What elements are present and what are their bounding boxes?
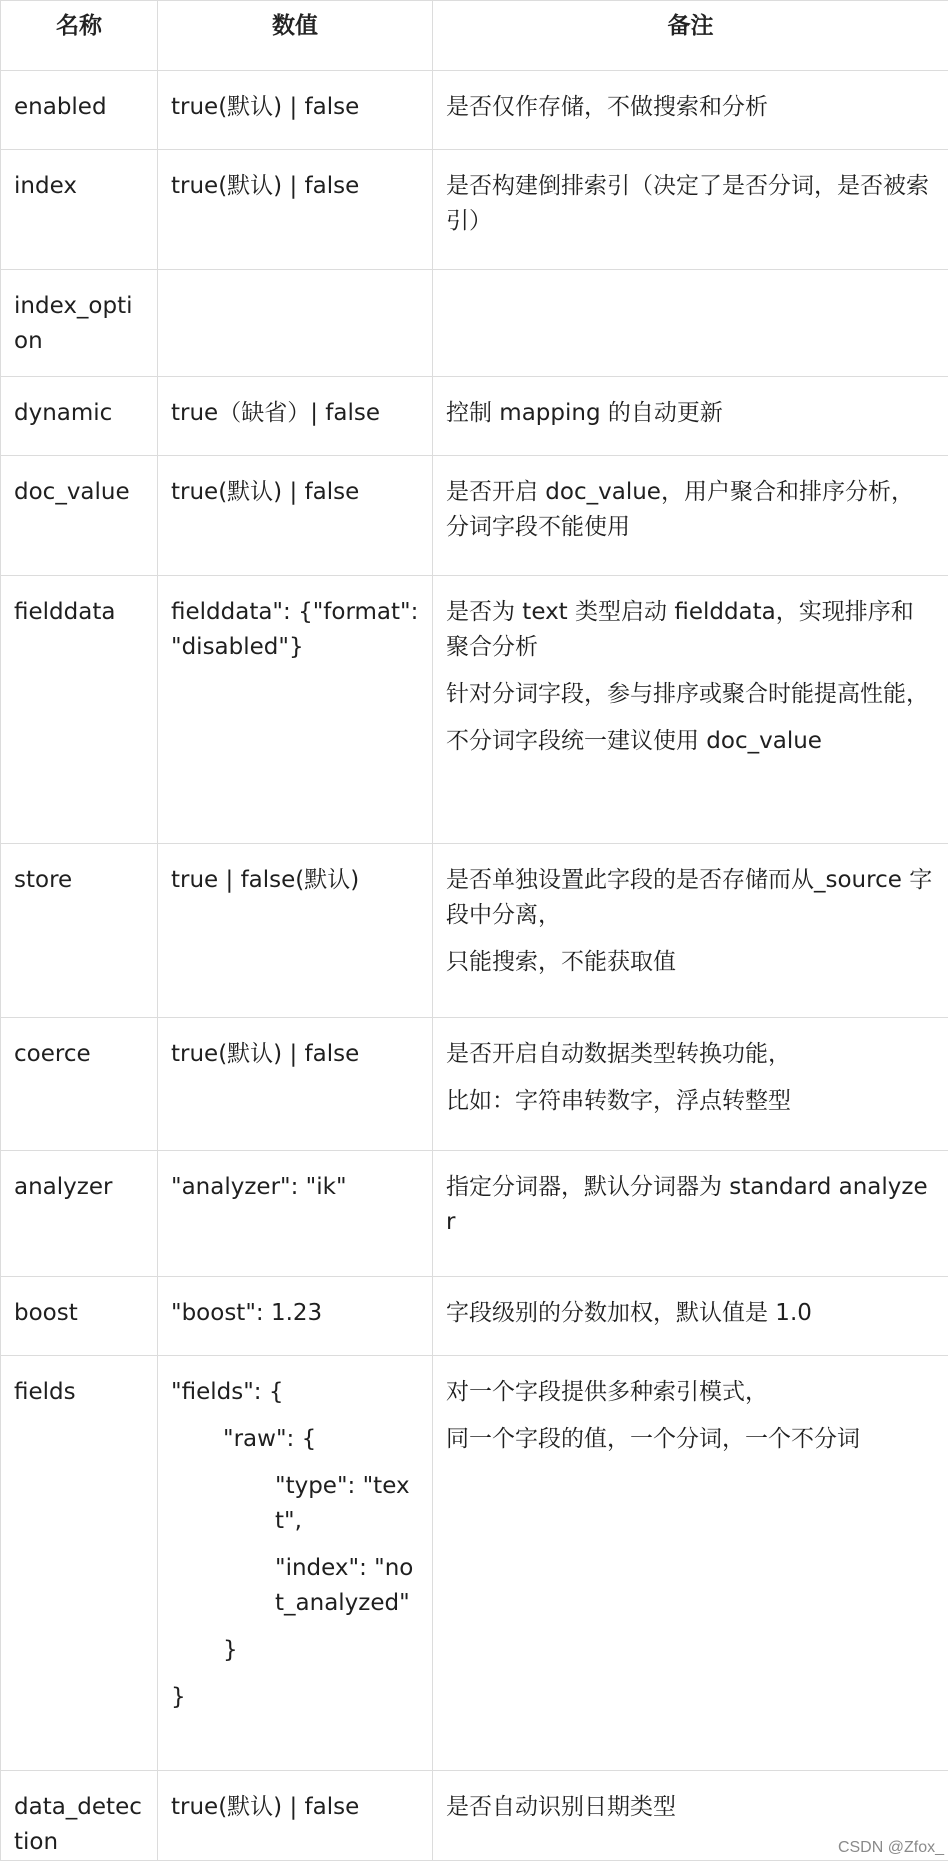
row-note bbox=[433, 71, 948, 150]
header-note: 备注 bbox=[433, 1, 948, 71]
row-value bbox=[158, 1277, 433, 1356]
row-value bbox=[158, 377, 433, 456]
row-name: fields bbox=[1, 1356, 158, 1771]
row-note bbox=[433, 844, 948, 1018]
note-line: 只能搜索，不能获取值 bbox=[446, 945, 935, 980]
row-name: index_option bbox=[1, 270, 158, 377]
table-row bbox=[1, 456, 948, 576]
row-value bbox=[158, 71, 433, 150]
value-line: fielddata": {"format": "disabled"} bbox=[171, 595, 419, 665]
note-line: 同一个字段的值，一个分词，一个不分词 bbox=[446, 1422, 935, 1457]
table-row bbox=[1, 71, 948, 150]
watermark: CSDN @Zfox_ bbox=[838, 1839, 944, 1857]
table-row bbox=[1, 1018, 948, 1151]
note-line: 是否开启 doc_value，用户聚合和排序分析，分词字段不能使用 bbox=[446, 475, 935, 545]
header-value: 数值 bbox=[158, 1, 433, 71]
value-line: true(默认) | false bbox=[171, 475, 419, 510]
value-line: "boost": 1.23 bbox=[171, 1296, 419, 1331]
note-line: 是否构建倒排索引（决定了是否分词，是否被索引） bbox=[446, 169, 935, 239]
value-line: "type": "text", bbox=[171, 1469, 419, 1539]
row-name: index bbox=[1, 150, 158, 270]
table-row bbox=[1, 1771, 948, 1861]
row-value bbox=[158, 1018, 433, 1151]
value-line: true | false(默认) bbox=[171, 863, 419, 898]
row-value bbox=[158, 1151, 433, 1277]
note-line: 是否自动识别日期类型 bbox=[446, 1790, 935, 1825]
note-line: 是否仅作存储，不做搜索和分析 bbox=[446, 90, 935, 125]
row-name: enabled bbox=[1, 71, 158, 150]
table-row bbox=[1, 576, 948, 844]
table-row bbox=[1, 377, 948, 456]
row-value bbox=[158, 1771, 433, 1861]
row-note bbox=[433, 377, 948, 456]
note-line: 不分词字段统一建议使用 doc_value bbox=[446, 724, 935, 759]
value-line: true（缺省）| false bbox=[171, 396, 419, 431]
row-name: fielddata bbox=[1, 576, 158, 844]
row-value bbox=[158, 270, 433, 377]
value-line: "raw": { bbox=[171, 1422, 419, 1457]
note-line: 是否开启自动数据类型转换功能， bbox=[446, 1037, 935, 1072]
row-name: doc_value bbox=[1, 456, 158, 576]
row-name: dynamic bbox=[1, 377, 158, 456]
row-note bbox=[433, 456, 948, 576]
row-note bbox=[433, 1277, 948, 1356]
row-note bbox=[433, 1018, 948, 1151]
row-note bbox=[433, 150, 948, 270]
value-line: true(默认) | false bbox=[171, 1037, 419, 1072]
row-value bbox=[158, 576, 433, 844]
row-note bbox=[433, 1151, 948, 1277]
header-name: 名称 bbox=[1, 1, 158, 71]
value-line: } bbox=[171, 1680, 419, 1715]
table-row bbox=[1, 1151, 948, 1277]
table-row bbox=[1, 270, 948, 377]
table-header-row bbox=[1, 1, 948, 71]
value-line: "index": "not_analyzed" bbox=[171, 1551, 419, 1621]
row-name: coerce bbox=[1, 1018, 158, 1151]
row-name: store bbox=[1, 844, 158, 1018]
value-line: true(默认) | false bbox=[171, 1790, 419, 1825]
note-line: 针对分词字段，参与排序或聚合时能提高性能， bbox=[446, 677, 935, 712]
note-line: 比如：字符串转数字，浮点转整型 bbox=[446, 1084, 935, 1119]
table-row bbox=[1, 150, 948, 270]
note-line: 控制 mapping 的自动更新 bbox=[446, 396, 935, 431]
row-note bbox=[433, 1356, 948, 1771]
table-row bbox=[1, 1277, 948, 1356]
row-note bbox=[433, 576, 948, 844]
note-line: 字段级别的分数加权，默认值是 1.0 bbox=[446, 1296, 935, 1331]
row-note bbox=[433, 270, 948, 377]
row-value bbox=[158, 844, 433, 1018]
row-value bbox=[158, 456, 433, 576]
row-value bbox=[158, 1356, 433, 1771]
note-line: 是否为 text 类型启动 fielddata，实现排序和聚合分析 bbox=[446, 595, 935, 665]
value-line: true(默认) | false bbox=[171, 169, 419, 204]
value-line: "fields": { bbox=[171, 1375, 419, 1410]
table-row bbox=[1, 1356, 948, 1771]
row-value bbox=[158, 150, 433, 270]
value-line: true(默认) | false bbox=[171, 90, 419, 125]
note-line: 对一个字段提供多种索引模式， bbox=[446, 1375, 935, 1410]
value-line: } bbox=[171, 1633, 419, 1668]
note-line: 指定分词器，默认分词器为 standard analyzer bbox=[446, 1170, 935, 1240]
note-line: 是否单独设置此字段的是否存储而从_source 字段中分离， bbox=[446, 863, 935, 933]
row-name: data_detection bbox=[1, 1771, 158, 1861]
table-row bbox=[1, 844, 948, 1018]
row-name: boost bbox=[1, 1277, 158, 1356]
row-name: analyzer bbox=[1, 1151, 158, 1277]
value-line: "analyzer": "ik" bbox=[171, 1170, 419, 1205]
